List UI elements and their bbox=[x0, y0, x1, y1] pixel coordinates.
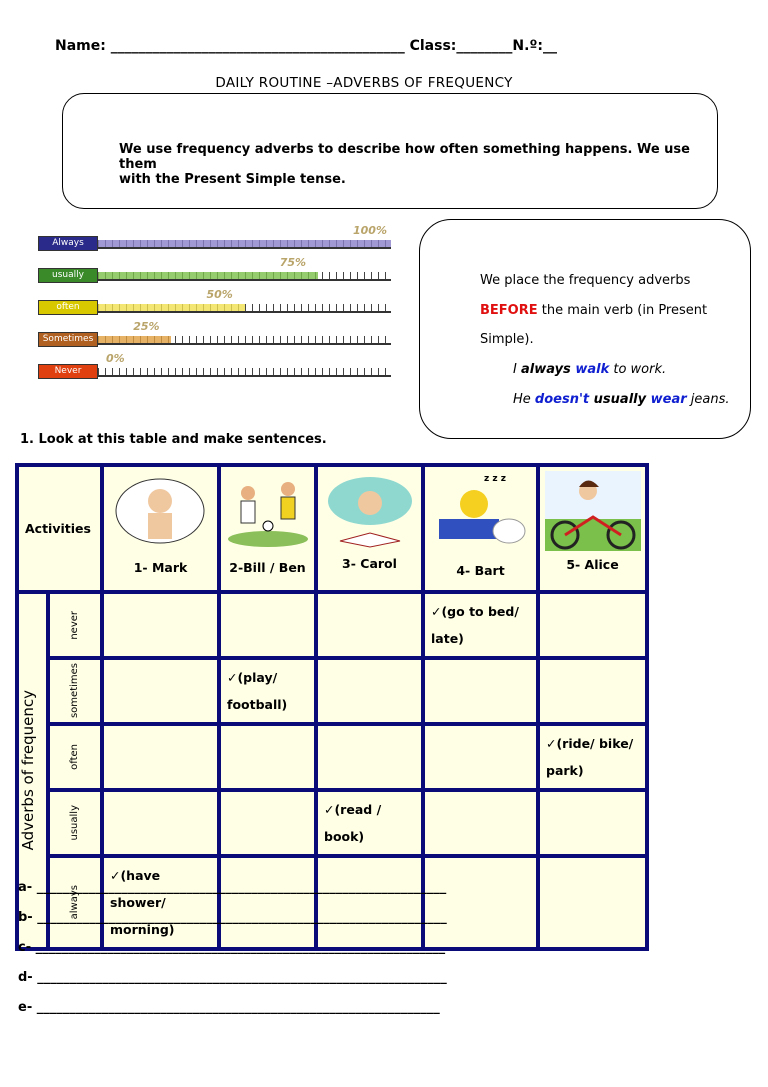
scale-label: often bbox=[38, 300, 98, 315]
svg-text:z z z: z z z bbox=[484, 474, 506, 484]
answer-line[interactable] bbox=[18, 880, 446, 895]
scale-percent: 75% bbox=[279, 256, 307, 269]
rule-line-1: We place the frequency adverbs bbox=[480, 273, 691, 288]
answer-cell bbox=[423, 592, 538, 658]
intro-box bbox=[62, 93, 718, 209]
answer-line[interactable] bbox=[18, 970, 447, 985]
scale-row-sometimes bbox=[38, 320, 393, 346]
answer-cell bbox=[316, 592, 423, 658]
activities-header: Activities bbox=[17, 465, 102, 592]
sleeping-image bbox=[429, 469, 529, 554]
answer-letter: c- bbox=[18, 940, 32, 955]
reading-image bbox=[320, 471, 420, 551]
answer-cell bbox=[423, 790, 538, 856]
answer-cell bbox=[316, 724, 423, 790]
number-field[interactable]: __ bbox=[542, 38, 557, 54]
answer-cell bbox=[102, 724, 219, 790]
answer-cell bbox=[538, 592, 647, 658]
side-label: Adverbs of frequency bbox=[19, 690, 37, 851]
person-mark bbox=[102, 465, 219, 592]
table-row bbox=[17, 856, 647, 949]
intro-line-1: We use frequency adverbs to describe how often something happens. We use them bbox=[119, 142, 690, 172]
header bbox=[55, 38, 557, 54]
scale-percent: 0% bbox=[106, 352, 125, 365]
bike-image bbox=[543, 469, 643, 554]
table-row bbox=[17, 658, 647, 724]
adverb-label: never bbox=[69, 610, 81, 640]
answer-blank[interactable]: _______________________________________________________________ bbox=[37, 970, 447, 985]
answer-cell bbox=[102, 790, 219, 856]
cue-text: ✓(ride/ bike/ park) bbox=[546, 736, 634, 778]
adverb-label: always bbox=[69, 885, 81, 920]
person-carol bbox=[316, 465, 423, 592]
scale-row-never bbox=[38, 352, 393, 378]
answer-cell bbox=[423, 658, 538, 724]
activities-table bbox=[15, 463, 649, 951]
scale-percent: 100% bbox=[353, 224, 387, 237]
answer-blank[interactable]: ______________________________________________________________ bbox=[36, 1000, 440, 1015]
answer-cell bbox=[219, 592, 316, 658]
scale-percent: 25% bbox=[133, 320, 160, 333]
answer-line[interactable] bbox=[18, 1000, 440, 1015]
answer-cell bbox=[219, 856, 316, 949]
person-alice bbox=[538, 465, 647, 592]
page-title: DAILY ROUTINE –ADVERBS OF FREQUENCY bbox=[215, 75, 513, 91]
answer-letter: d- bbox=[18, 970, 33, 985]
answer-line[interactable] bbox=[18, 910, 447, 925]
answer-cell bbox=[102, 658, 219, 724]
table-row bbox=[17, 790, 647, 856]
scale-fill bbox=[98, 272, 318, 279]
answer-cell bbox=[538, 658, 647, 724]
adverb-label: sometimes bbox=[69, 663, 81, 719]
rule-line-2: BEFORE the main verb (in Present bbox=[480, 303, 708, 318]
cue-text: ✓(read / book) bbox=[324, 802, 382, 844]
adverb-label: often bbox=[69, 744, 81, 770]
scale-percent: 50% bbox=[206, 288, 233, 301]
answer-cell bbox=[316, 658, 423, 724]
exercise-instruction: 1. Look at this table and make sentences. bbox=[20, 432, 327, 447]
scale-label: Sometimes bbox=[38, 332, 98, 347]
answer-cell bbox=[219, 790, 316, 856]
table-row bbox=[17, 592, 647, 658]
answer-cell bbox=[316, 790, 423, 856]
name-label: Name: bbox=[55, 38, 106, 54]
scale-row-always bbox=[38, 224, 393, 250]
scale-row-often bbox=[38, 288, 393, 314]
answer-cell bbox=[423, 856, 538, 949]
person-label: 2-Bill / Ben bbox=[229, 560, 306, 575]
scale-label: Never bbox=[38, 364, 98, 379]
answer-cell bbox=[219, 724, 316, 790]
answer-line[interactable] bbox=[18, 940, 445, 955]
scale-label: Always bbox=[38, 236, 98, 251]
answer-letter: e- bbox=[18, 1000, 33, 1015]
person-label: 1- Mark bbox=[133, 560, 188, 575]
example-1: I always walk to work. bbox=[513, 362, 667, 377]
table-row bbox=[17, 724, 647, 790]
answer-cell bbox=[538, 724, 647, 790]
example-2: He doesn't usually wear jeans. bbox=[513, 392, 730, 407]
scale-track bbox=[98, 368, 391, 377]
class-label: Class: bbox=[409, 38, 457, 54]
person-bart bbox=[423, 465, 538, 592]
answer-blank[interactable]: _______________________________________________________________ bbox=[37, 910, 447, 925]
scale-fill bbox=[98, 240, 391, 247]
person-bill-ben bbox=[219, 465, 316, 592]
answer-letter: b- bbox=[18, 910, 33, 925]
answer-cell bbox=[538, 856, 647, 949]
frequency-scale bbox=[38, 218, 398, 388]
rule-line-3: Simple). bbox=[480, 332, 534, 347]
answer-cell bbox=[219, 658, 316, 724]
cue-text: ✓(go to bed/ late) bbox=[431, 604, 519, 646]
person-label: 5- Alice bbox=[566, 557, 619, 572]
adverb-label: usually bbox=[69, 805, 81, 841]
number-label: N.º: bbox=[512, 38, 543, 54]
scale-fill bbox=[98, 336, 171, 343]
football-image bbox=[223, 471, 313, 551]
intro-line-2: with the Present Simple tense. bbox=[119, 172, 346, 187]
cue-text: ✓(have shower/ morning) bbox=[110, 868, 175, 937]
answer-cell bbox=[316, 856, 423, 949]
scale-label: usually bbox=[38, 268, 98, 283]
person-label: 3- Carol bbox=[342, 556, 397, 571]
mark-shower-image bbox=[110, 471, 210, 551]
answer-cell bbox=[102, 856, 219, 949]
cue-text: ✓(play/ football) bbox=[227, 670, 288, 712]
scale-row-usually bbox=[38, 256, 393, 282]
answer-cell bbox=[423, 724, 538, 790]
name-field[interactable]: __________________________________________ bbox=[110, 38, 405, 54]
answer-blank[interactable]: _______________________________________________________________ bbox=[35, 940, 446, 955]
answer-cell bbox=[102, 592, 219, 658]
class-field[interactable]: ________ bbox=[456, 38, 513, 54]
person-label: 4- Bart bbox=[456, 563, 505, 578]
rule-box bbox=[419, 219, 751, 439]
scale-fill bbox=[98, 304, 245, 311]
answer-blank[interactable]: _______________________________________________________________ bbox=[36, 880, 447, 895]
answer-cell bbox=[538, 790, 647, 856]
answer-letter: a- bbox=[18, 880, 33, 895]
